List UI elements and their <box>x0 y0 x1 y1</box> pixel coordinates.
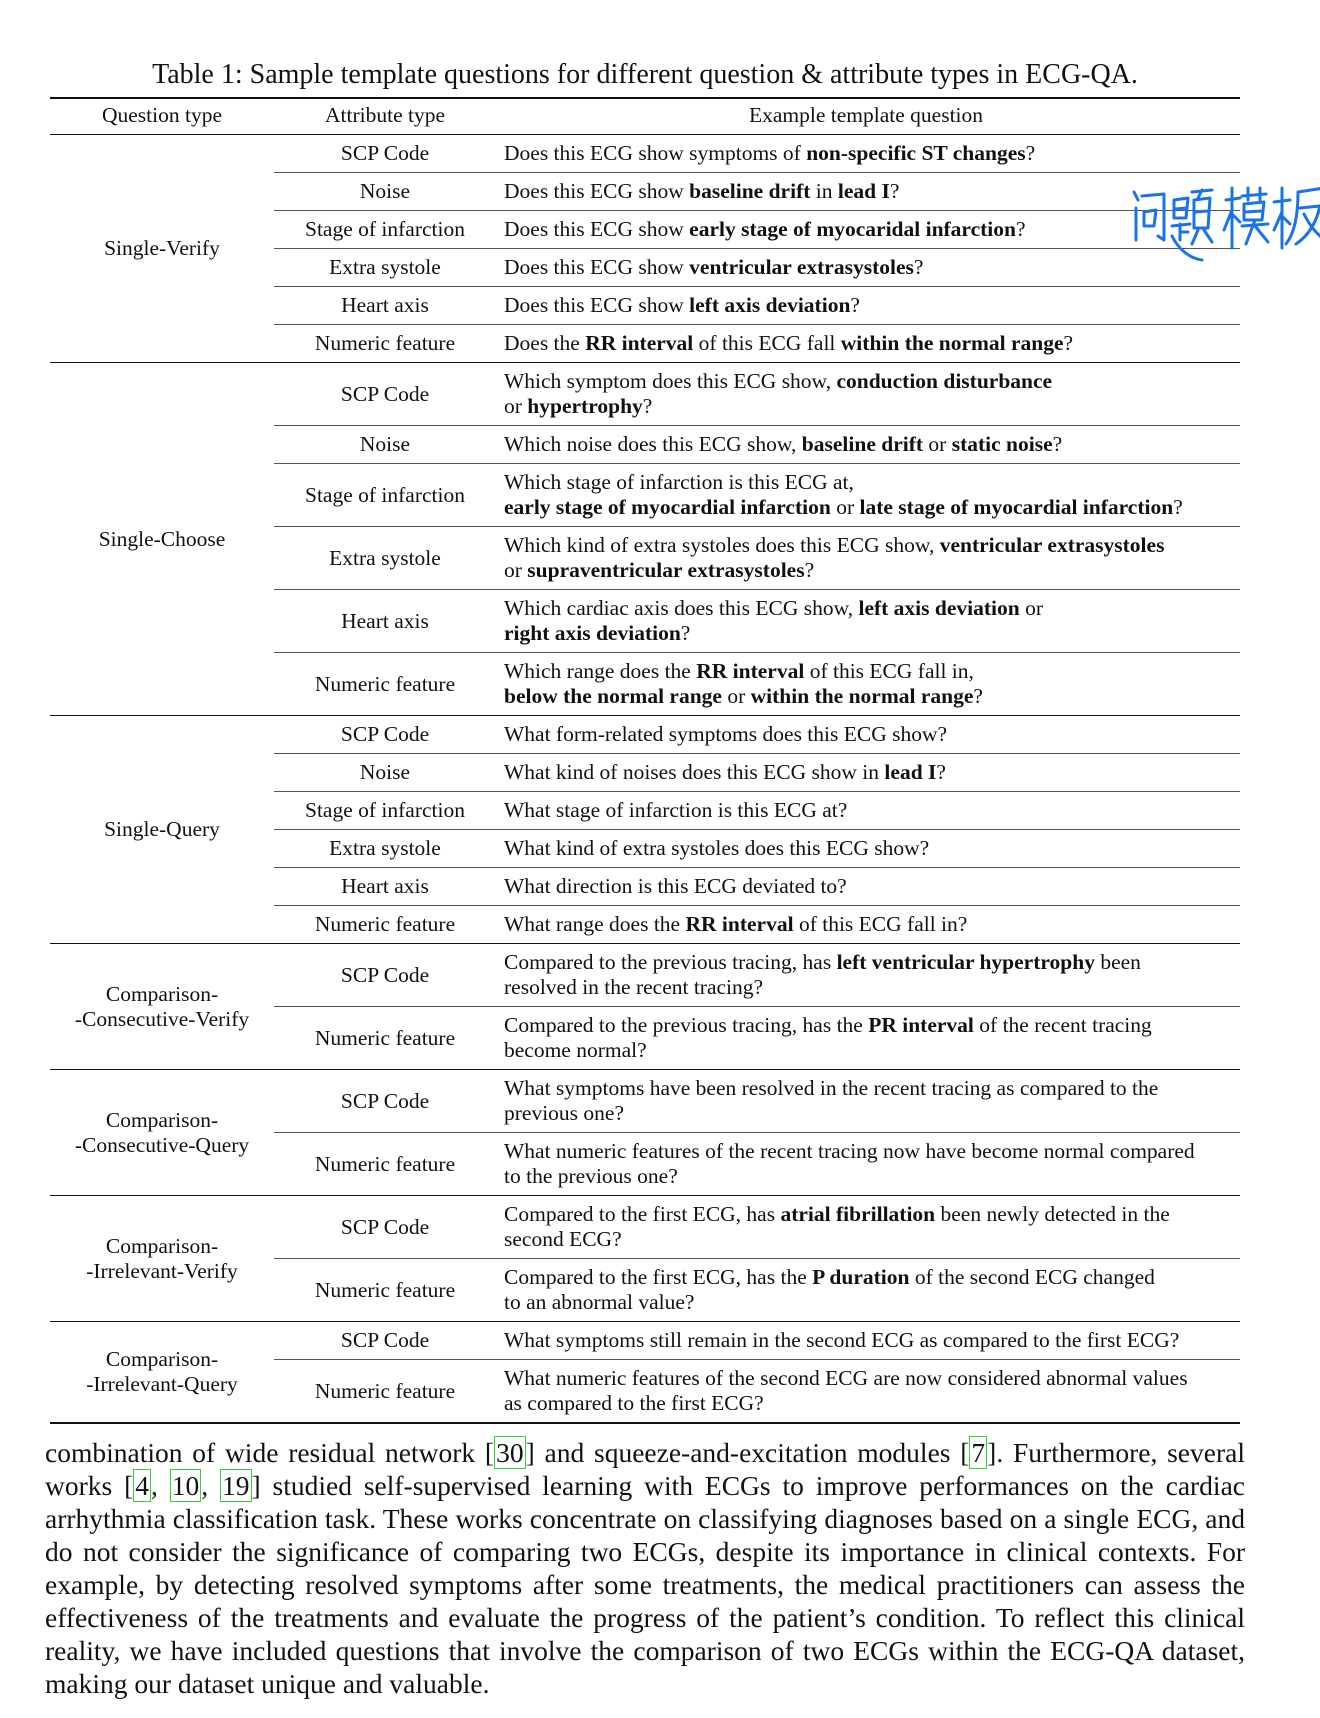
question-type-cell: Single-Choose <box>50 363 274 716</box>
example-question-cell: Which symptom does this ECG show, conduction disturbance or hypertrophy? <box>496 363 1240 426</box>
example-question-cell: Does this ECG show baseline drift in lead I? <box>496 173 1240 211</box>
citation-link[interactable]: 4 <box>135 1470 149 1501</box>
attribute-type-cell: SCP Code <box>274 1322 496 1360</box>
table-row <box>50 1070 1240 1133</box>
example-question-cell: Which range does the RR interval of this ECG fall in, below the normal range or within the normal range? <box>496 653 1240 716</box>
citation-link[interactable]: 10 <box>171 1470 200 1501</box>
question-template-table <box>50 97 1240 1424</box>
question-type-cell: Comparison- -Consecutive-Query <box>50 1070 274 1196</box>
attribute-type-cell: SCP Code <box>274 363 496 426</box>
paragraph-text: , <box>151 1470 170 1501</box>
example-question-cell: What kind of extra systoles does this ECG show? <box>496 830 1240 868</box>
example-question-cell: What numeric features of the second ECG are now considered abnormal values as compared to the first ECG? <box>496 1360 1240 1424</box>
example-question-cell: Does the RR interval of this ECG fall within the normal range? <box>496 325 1240 363</box>
example-question-cell: Compared to the first ECG, has atrial fibrillation been newly detected in the second ECG? <box>496 1196 1240 1259</box>
attribute-type-cell: Numeric feature <box>274 1259 496 1322</box>
paragraph-text: ] studied self-supervised learning with ECGs to improve performances on the cardiac arrhythmia classification task. These works concentrate on classifying diagnoses based on a single ECG, and do not consider the significance of comparing two ECGs, despite its importance in clinical contexts. For example, by detecting resolved symptoms after some treatments, the medical practitioners can assess the effectiveness of the treatments and evaluate the progress of the patient’s condition. To reflect this clinical reality, we have included questions that involve the comparison of two ECGs within the ECG-QA dataset, making our dataset unique and valuable. <box>45 1470 1245 1699</box>
example-question-cell: What stage of infarction is this ECG at? <box>496 792 1240 830</box>
example-question-cell: Does this ECG show symptoms of non-specific ST changes? <box>504 141 1036 165</box>
attribute-type-cell: Stage of infarction <box>274 211 496 249</box>
citation-link[interactable]: 30 <box>496 1437 524 1468</box>
question-type-cell: Comparison- -Irrelevant-Verify <box>50 1196 274 1322</box>
attribute-type-cell: Noise <box>274 426 496 464</box>
paragraph-text: , <box>201 1470 220 1501</box>
attribute-type-cell: Numeric feature <box>274 1133 496 1196</box>
question-type-cell: Comparison- -Consecutive-Verify <box>50 944 274 1070</box>
table-row <box>50 363 1240 426</box>
handwriting-strokes-icon <box>1134 188 1320 260</box>
paragraph-text: ] and squeeze-and-excitation modules [ <box>525 1437 970 1468</box>
example-question-cell: What form-related symptoms does this ECG show? <box>496 716 1240 754</box>
example-question-cell: Does this ECG show ventricular extrasystoles? <box>496 249 1240 287</box>
attribute-type-cell: Numeric feature <box>274 653 496 716</box>
paragraph-text: combination of wide residual network [ <box>45 1437 495 1468</box>
example-question-cell: Does this ECG show left axis deviation? <box>496 287 1240 325</box>
example-question-cell: Compared to the previous tracing, has the PR interval of the recent tracing become normal? <box>496 1007 1240 1070</box>
table <box>50 97 1240 1424</box>
attribute-type-cell: SCP Code <box>274 1196 496 1259</box>
question-type-cell: Single-Verify <box>104 236 220 260</box>
example-question-cell: Does this ECG show early stage of myocaridal infarction? <box>496 211 1240 249</box>
question-type-cell: Comparison- -Irrelevant-Query <box>50 1322 274 1424</box>
attribute-type-cell: SCP Code <box>340 141 430 165</box>
example-question-cell: What numeric features of the recent tracing now have become normal compared to the previous one? <box>496 1133 1240 1196</box>
example-question-cell: What kind of noises does this ECG show in lead I? <box>496 754 1240 792</box>
attribute-type-cell: SCP Code <box>274 1070 496 1133</box>
question-type-cell: Single-Query <box>50 716 274 944</box>
example-question-cell: What symptoms still remain in the second ECG as compared to the first ECG? <box>496 1322 1240 1360</box>
attribute-type-cell: Noise <box>274 754 496 792</box>
paragraph-text: ]. Furthermore, several works [ <box>45 1437 1245 1501</box>
example-question-cell: What symptoms have been resolved in the recent tracing as compared to the previous one? <box>496 1070 1240 1133</box>
example-question-cell: Compared to the first ECG, has the P duration of the second ECG changed to an abnormal value? <box>496 1259 1240 1322</box>
attribute-type-cell: Heart axis <box>274 287 496 325</box>
example-question-cell: Which cardiac axis does this ECG show, left axis deviation or right axis deviation? <box>496 590 1240 653</box>
table-row <box>50 135 1240 173</box>
header-example-question: Example template question <box>496 98 1240 135</box>
table-body <box>50 135 1240 1424</box>
attribute-type-cell: Numeric feature <box>274 325 496 363</box>
table-row <box>50 716 1240 754</box>
attribute-type-cell: Extra systole <box>274 830 496 868</box>
table-header-row <box>50 98 1240 135</box>
attribute-type-cell: Numeric feature <box>274 906 496 944</box>
citation-link[interactable]: 7 <box>971 1437 986 1468</box>
example-question-cell: Which noise does this ECG show, baseline drift or static noise? <box>496 426 1240 464</box>
example-question-cell: Which kind of extra systoles does this ECG show, ventricular extrasystoles or supraventricular extrasystoles? <box>496 527 1240 590</box>
header-question-type: Question type <box>50 98 274 135</box>
attribute-type-cell: Numeric feature <box>274 1007 496 1070</box>
body-paragraph <box>45 1436 1245 1700</box>
example-question-cell: What direction is this ECG deviated to? <box>496 868 1240 906</box>
attribute-type-cell: Numeric feature <box>274 1360 496 1424</box>
table-row <box>50 1322 1240 1360</box>
attribute-type-cell: Heart axis <box>274 590 496 653</box>
attribute-type-cell: Stage of infarction <box>274 792 496 830</box>
example-question-cell: What range does the RR interval of this ECG fall in? <box>496 906 1240 944</box>
table-row <box>50 1196 1240 1259</box>
attribute-type-cell: Extra systole <box>274 249 496 287</box>
example-question-cell: Which stage of infarction is this ECG at, early stage of myocardial infarction or late stage of myocardial infarction? <box>496 464 1240 527</box>
header-attribute-type: Attribute type <box>274 98 496 135</box>
attribute-type-cell: Noise <box>274 173 496 211</box>
citation-link[interactable]: 19 <box>222 1470 250 1501</box>
handwritten-annotation <box>1128 178 1320 268</box>
attribute-type-cell: Stage of infarction <box>274 464 496 527</box>
example-question-cell: Compared to the previous tracing, has left ventricular hypertrophy been resolved in the recent tracing? <box>496 944 1240 1007</box>
table-caption: Table 1: Sample template questions for different question & attribute types in ECG-QA. <box>152 59 1138 90</box>
attribute-type-cell: Extra systole <box>274 527 496 590</box>
attribute-type-cell: Heart axis <box>274 868 496 906</box>
attribute-type-cell: SCP Code <box>274 944 496 1007</box>
table-row <box>50 944 1240 1007</box>
attribute-type-cell: SCP Code <box>274 716 496 754</box>
